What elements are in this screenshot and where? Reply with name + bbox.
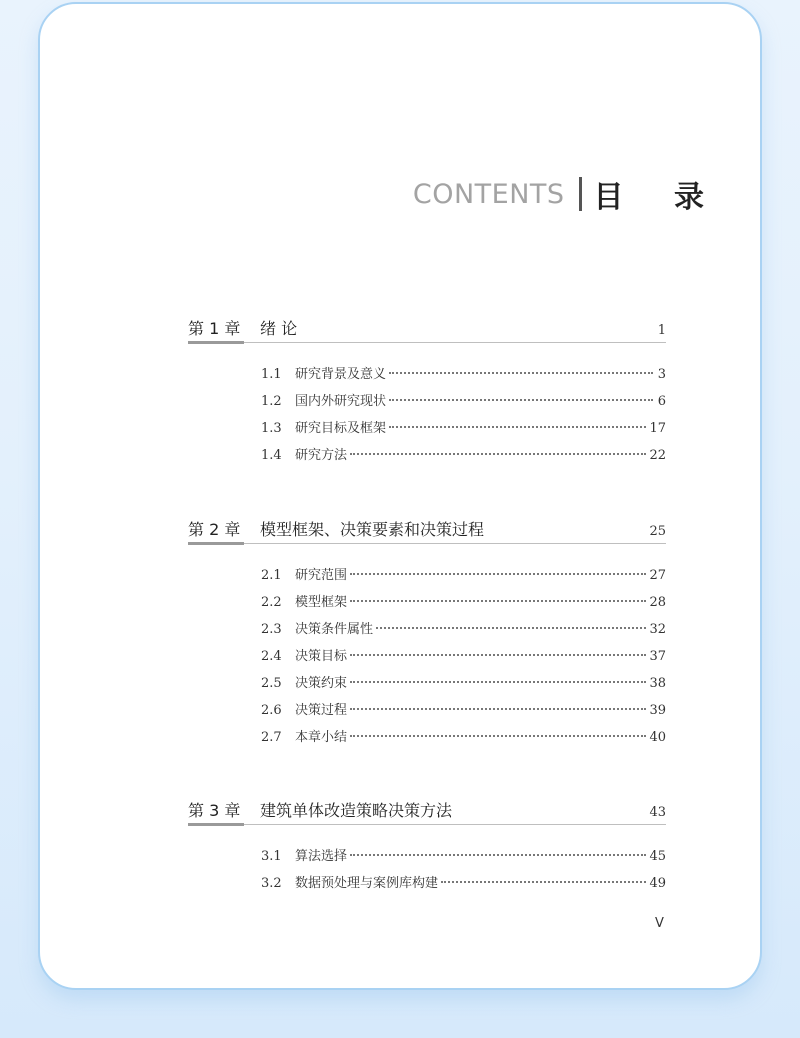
chapter-page: 43 bbox=[649, 805, 666, 820]
contents-title bbox=[412, 172, 724, 216]
chapter-2 bbox=[188, 517, 666, 753]
chapter-title: 模型框架、决策要素和决策过程 bbox=[260, 520, 485, 539]
chapter-number: 第 2 章 bbox=[188, 520, 241, 539]
section-number: 2.6 bbox=[261, 703, 282, 718]
leader-dots bbox=[350, 681, 646, 683]
toc-entry[interactable] bbox=[261, 591, 666, 618]
leader-dots bbox=[389, 399, 653, 401]
section-title: 本章小结 bbox=[295, 730, 348, 745]
section-title: 数据预处理与案例库构建 bbox=[295, 876, 439, 891]
section-number: 2.5 bbox=[261, 676, 282, 691]
toc-entry[interactable] bbox=[261, 363, 666, 390]
section-page: 27 bbox=[649, 568, 666, 583]
chapter-3 bbox=[188, 798, 666, 899]
page-folio: V bbox=[655, 916, 664, 931]
leader-dots bbox=[350, 600, 646, 602]
leader-dots bbox=[350, 453, 646, 455]
section-title: 决策约束 bbox=[295, 676, 348, 691]
section-page: 28 bbox=[649, 595, 666, 610]
chapter-page: 25 bbox=[649, 524, 666, 539]
section-number: 1.4 bbox=[261, 448, 282, 463]
section-title: 研究方法 bbox=[295, 448, 348, 463]
leader-dots bbox=[389, 372, 653, 374]
section-page: 38 bbox=[649, 676, 666, 691]
chapter-1 bbox=[188, 316, 666, 471]
section-number: 1.1 bbox=[261, 367, 282, 382]
section-number: 1.3 bbox=[261, 421, 282, 436]
section-title: 决策条件属性 bbox=[295, 622, 374, 637]
section-number: 1.2 bbox=[261, 394, 282, 409]
title-english: CONTENTS bbox=[412, 178, 565, 210]
leader-dots bbox=[350, 654, 646, 656]
section-number: 2.3 bbox=[261, 622, 282, 637]
toc-entry[interactable] bbox=[261, 672, 666, 699]
section-title: 研究范围 bbox=[295, 568, 348, 583]
toc-entry[interactable] bbox=[261, 699, 666, 726]
section-number: 2.2 bbox=[261, 595, 282, 610]
toc-entry[interactable] bbox=[261, 872, 666, 899]
leader-dots bbox=[350, 573, 646, 575]
section-title: 模型框架 bbox=[295, 595, 348, 610]
chapter-title: 绪 论 bbox=[260, 319, 298, 338]
toc-entry[interactable] bbox=[261, 645, 666, 672]
toc-entry[interactable] bbox=[261, 417, 666, 444]
leader-dots bbox=[350, 708, 646, 710]
title-chinese: 目 录 bbox=[593, 180, 724, 215]
leader-dots bbox=[441, 881, 646, 883]
section-page: 39 bbox=[649, 703, 666, 718]
title-divider bbox=[579, 177, 582, 211]
toc-entry[interactable] bbox=[261, 564, 666, 591]
chapter-heading[interactable] bbox=[188, 517, 666, 544]
section-title: 研究背景及意义 bbox=[295, 367, 387, 382]
leader-dots bbox=[350, 735, 646, 737]
section-list bbox=[188, 845, 666, 899]
section-list bbox=[188, 564, 666, 753]
section-page: 40 bbox=[649, 730, 666, 745]
section-number: 2.1 bbox=[261, 568, 282, 583]
section-number: 3.1 bbox=[261, 849, 282, 864]
toc-entry[interactable] bbox=[261, 390, 666, 417]
section-title: 国内外研究现状 bbox=[295, 394, 387, 409]
chapter-title: 建筑单体改造策略决策方法 bbox=[260, 801, 453, 820]
section-page: 17 bbox=[649, 421, 666, 436]
section-page: 37 bbox=[649, 649, 666, 664]
section-page: 22 bbox=[649, 448, 666, 463]
leader-dots bbox=[376, 627, 646, 629]
leader-dots bbox=[350, 854, 646, 856]
chapter-heading[interactable] bbox=[188, 798, 666, 825]
section-page: 49 bbox=[649, 876, 666, 891]
chapter-number: 第 1 章 bbox=[188, 319, 241, 338]
section-number: 2.4 bbox=[261, 649, 282, 664]
toc-entry[interactable] bbox=[261, 726, 666, 753]
section-title: 研究目标及框架 bbox=[295, 421, 387, 436]
section-title: 决策目标 bbox=[295, 649, 348, 664]
chapter-number: 第 3 章 bbox=[188, 801, 241, 820]
section-title: 算法选择 bbox=[295, 849, 348, 864]
section-number: 3.2 bbox=[261, 876, 282, 891]
section-page: 3 bbox=[657, 367, 666, 382]
toc-entry[interactable] bbox=[261, 618, 666, 645]
section-page: 32 bbox=[649, 622, 666, 637]
section-title: 决策过程 bbox=[295, 703, 348, 718]
leader-dots bbox=[389, 426, 646, 428]
section-page: 6 bbox=[657, 394, 666, 409]
section-page: 45 bbox=[649, 849, 666, 864]
toc-entry[interactable] bbox=[261, 444, 666, 471]
chapter-heading[interactable] bbox=[188, 316, 666, 343]
section-list bbox=[188, 363, 666, 471]
toc-entry[interactable] bbox=[261, 845, 666, 872]
chapter-page: 1 bbox=[657, 323, 666, 338]
section-number: 2.7 bbox=[261, 730, 282, 745]
